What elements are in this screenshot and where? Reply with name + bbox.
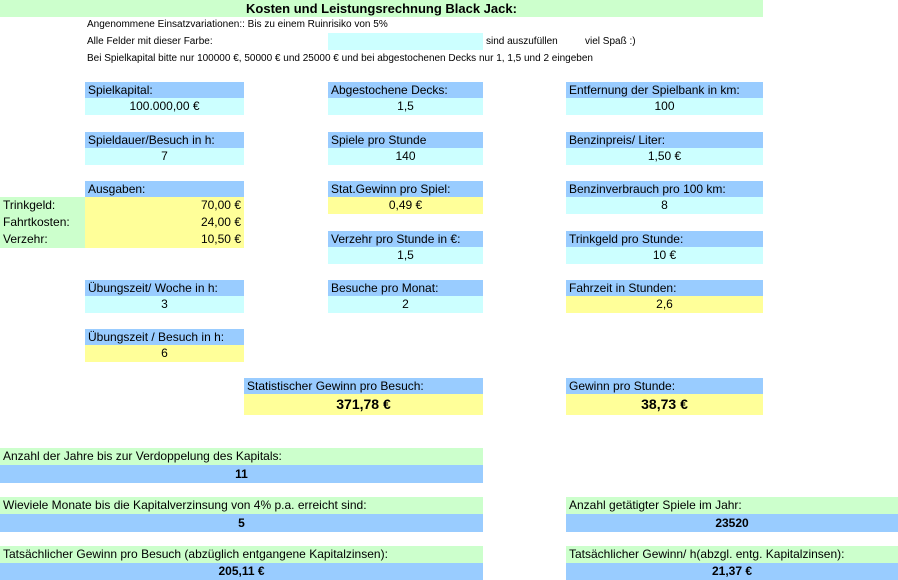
tats-gewinn-stunde-value: 21,37 € [566, 563, 898, 580]
note-viel-spass: viel Spaß :) [585, 36, 636, 47]
fahrzeit-label: Fahrzeit in Stunden: [566, 280, 763, 296]
spielkapital-label: Spielkapital: [85, 82, 244, 98]
verzehr-label: Verzehr: [0, 231, 85, 248]
spieldauer-label: Spieldauer/Besuch in h: [85, 132, 244, 148]
jahre-verdoppelung-label: Anzahl der Jahre bis zur Verdoppelung des Kapitals: [0, 448, 483, 465]
entfernung-input[interactable]: 100 [566, 98, 763, 115]
benzinpreis-label: Benzinpreis/ Liter: [566, 132, 763, 148]
trinkgeld-label: Trinkgeld: [0, 197, 85, 214]
decks-label: Abgestochene Decks: [328, 82, 483, 98]
spielkapital-input[interactable]: 100.000,00 € [85, 98, 244, 115]
verzehr-stunde-input[interactable]: 1,5 [328, 247, 483, 264]
stat-gewinn-besuch-value: 371,78 € [244, 394, 483, 415]
gewinn-stunde-label: Gewinn pro Stunde: [566, 378, 763, 394]
statgewinn-spiel-value: 0,49 € [328, 197, 483, 214]
benzinpreis-input[interactable]: 1,50 € [566, 148, 763, 165]
stat-gewinn-besuch-label: Statistischer Gewinn pro Besuch: [244, 378, 483, 394]
fahrtkosten-label: Fahrtkosten: [0, 214, 85, 231]
besuche-monat-label: Besuche pro Monat: [328, 280, 483, 296]
uebungszeit-besuch-label: Übungszeit / Besuch in h: [85, 329, 244, 345]
fahrzeit-value: 2,6 [566, 296, 763, 313]
spiele-jahr-value: 23520 [566, 514, 898, 532]
note-felder-farbe: Alle Felder mit dieser Farbe: [87, 36, 213, 47]
entfernung-label: Entfernung der Spielbank in km: [566, 82, 763, 98]
note-auszufuellen: sind auszufüllen [486, 36, 558, 47]
benzinverbrauch-label: Benzinverbrauch pro 100 km: [566, 181, 763, 197]
tats-gewinn-stunde-label: Tatsächlicher Gewinn/ h(abzgl. entg. Kapitalzinsen): [566, 546, 898, 563]
ausgaben-label: Ausgaben: [85, 181, 244, 197]
verzehr-stunde-label: Verzehr pro Stunde in €: [328, 231, 483, 247]
uebungszeit-besuch-value: 6 [85, 345, 244, 362]
spieldauer-input[interactable]: 7 [85, 148, 244, 165]
statgewinn-spiel-label: Stat.Gewinn pro Spiel: [328, 181, 483, 197]
monate-kapitalverzinsung-value: 5 [0, 514, 483, 532]
decks-input[interactable]: 1,5 [328, 98, 483, 115]
color-legend-swatch [328, 33, 483, 50]
spiele-pro-stunde-input[interactable]: 140 [328, 148, 483, 165]
tats-gewinn-besuch-value: 205,11 € [0, 563, 483, 580]
jahre-verdoppelung-value: 11 [0, 465, 483, 483]
verzehr-value: 10,50 € [85, 231, 244, 248]
benzinverbrauch-input[interactable]: 8 [566, 197, 763, 214]
tats-gewinn-besuch-label: Tatsächlicher Gewinn pro Besuch (abzüglich entgangene Kapitalzinsen): [0, 546, 483, 563]
besuche-monat-input[interactable]: 2 [328, 296, 483, 313]
spiele-pro-stunde-label: Spiele pro Stunde [328, 132, 483, 148]
monate-kapitalverzinsung-label: Wieviele Monate bis die Kapitalverzinsung von 4% p.a. erreicht sind: [0, 497, 483, 514]
note-eingabe-hinweis: Bei Spielkapital bitte nur 100000 €, 50000 € und 25000 € und bei abgestochenen Decks nur 1, 1,5 und 2 eingeben [87, 53, 593, 64]
trinkgeld-stunde-input[interactable]: 10 € [566, 247, 763, 264]
gewinn-stunde-value: 38,73 € [566, 394, 763, 415]
uebungszeit-woche-input[interactable]: 3 [85, 296, 244, 313]
trinkgeld-value: 70,00 € [85, 197, 244, 214]
trinkgeld-stunde-label: Trinkgeld pro Stunde: [566, 231, 763, 247]
uebungszeit-woche-label: Übungszeit/ Woche in h: [85, 280, 244, 296]
fahrtkosten-value: 24,00 € [85, 214, 244, 231]
sheet-title: Kosten und Leistungsrechnung Black Jack: [0, 0, 763, 17]
spiele-jahr-label: Anzahl getätigter Spiele im Jahr: [566, 497, 898, 514]
note-einsatzvariationen: Angenommene Einsatzvariationen:: Bis zu einem Ruinrisiko von 5% [87, 19, 388, 30]
